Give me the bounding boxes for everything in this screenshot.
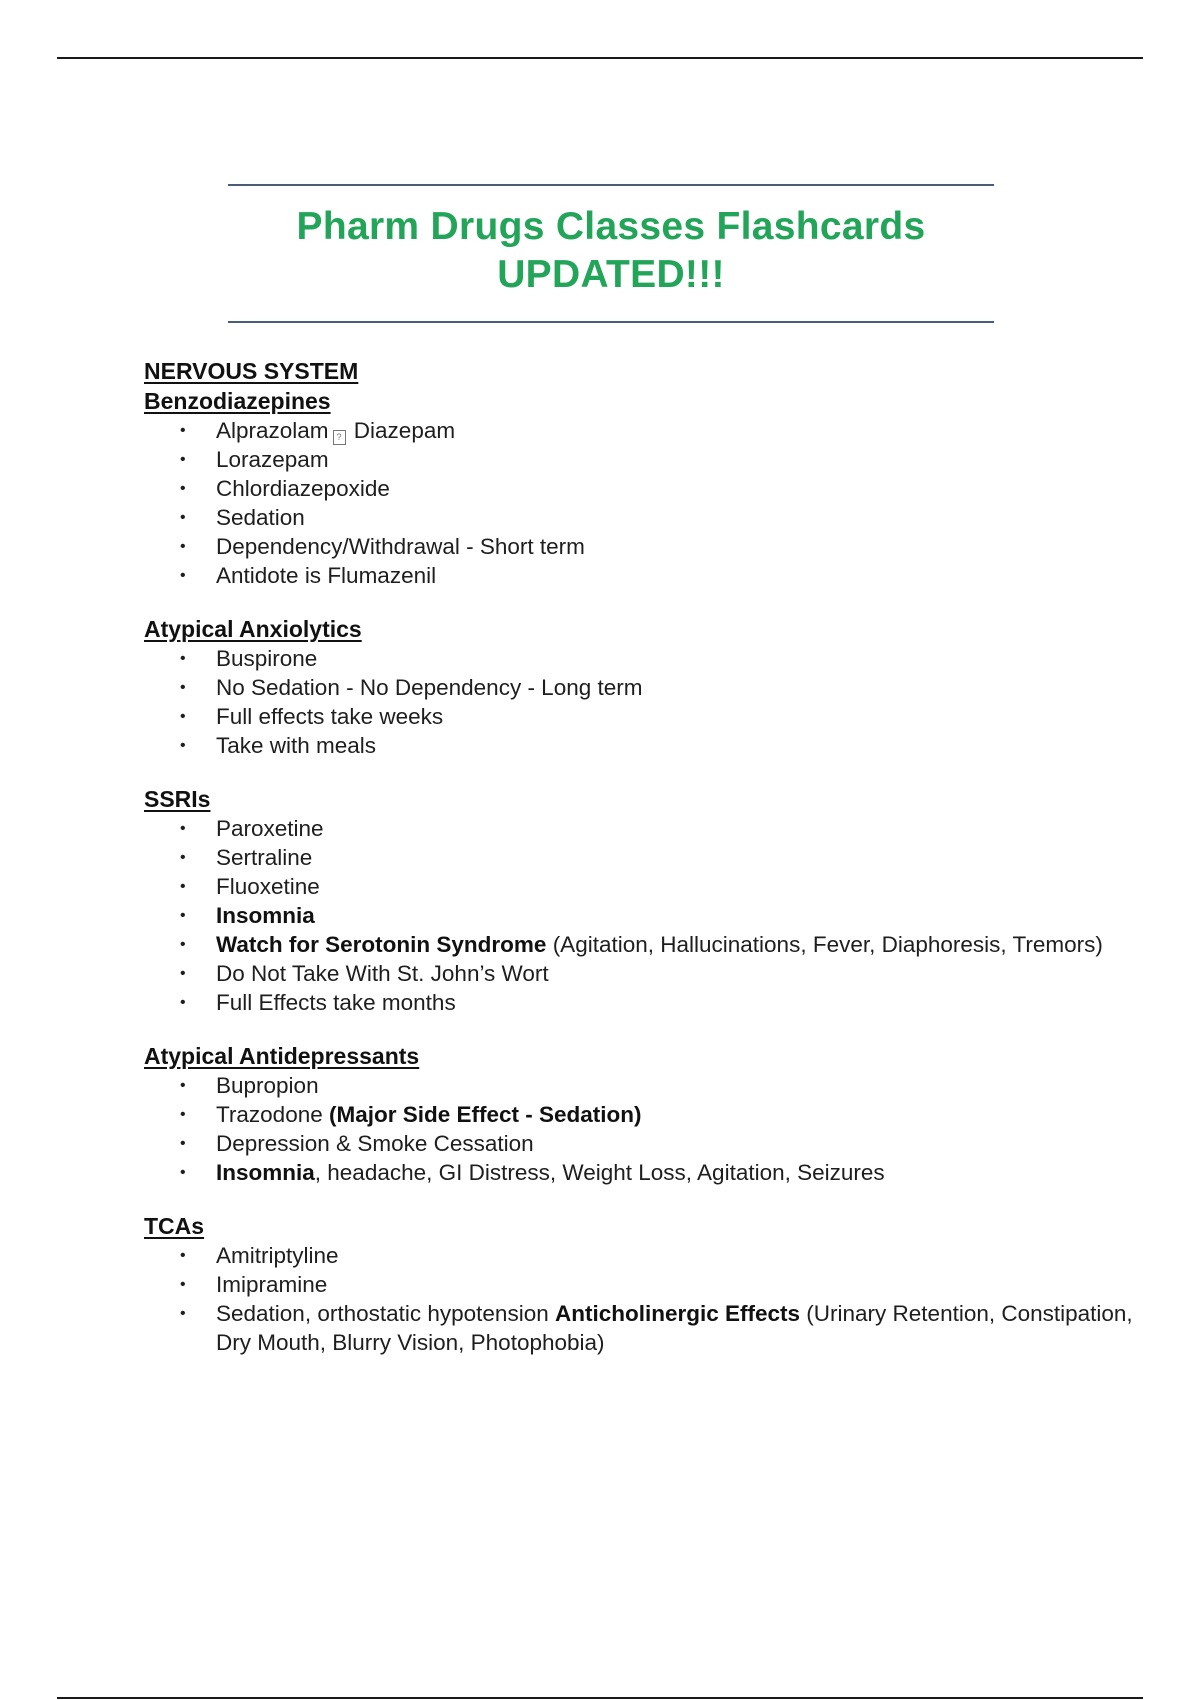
list-item: • Trazodone (Major Side Effect - Sedation): [144, 1100, 1144, 1129]
list-item: • Insomnia, headache, GI Distress, Weight Loss, Agitation, Seizures: [144, 1158, 1144, 1187]
list-item: • Fluoxetine: [144, 872, 1144, 901]
missing-glyph-icon: ?: [333, 430, 346, 445]
title-line-2: UPDATED!!!: [497, 253, 725, 296]
title-bottom-rule: [228, 321, 994, 323]
page-top-rule: [57, 57, 1143, 59]
list-item: • Dependency/Withdrawal - Short term: [144, 532, 1144, 561]
section-heading: SSRIs: [144, 786, 211, 812]
section-heading: Benzodiazepines: [144, 388, 331, 414]
list-item: • Do Not Take With St. John’s Wort: [144, 959, 1144, 988]
page-bottom-rule: [57, 1697, 1143, 1699]
bullet-list: [144, 416, 1144, 590]
list-item: • Buspirone: [144, 644, 1144, 673]
page-title: [228, 203, 994, 299]
section-ssris: [144, 784, 1144, 1017]
list-item: • Bupropion: [144, 1071, 1144, 1100]
list-item: • Amitriptyline: [144, 1241, 1144, 1270]
list-item: • Antidote is Flumazenil: [144, 561, 1144, 590]
bullet-list: [144, 1071, 1144, 1187]
title-line-1: Pharm Drugs Classes Flashcards: [296, 205, 926, 248]
list-item: • Imipramine: [144, 1270, 1144, 1299]
list-item: • No Sedation - No Dependency - Long term: [144, 673, 1144, 702]
list-item: • Sertraline: [144, 843, 1144, 872]
list-item: • Chlordiazepoxide: [144, 474, 1144, 503]
list-item: • Alprazolam ? Diazepam: [144, 416, 1144, 445]
list-item: • Paroxetine: [144, 814, 1144, 843]
bullet-list: [144, 644, 1144, 760]
list-item: • Full Effects take months: [144, 988, 1144, 1017]
list-item: • Sedation: [144, 503, 1144, 532]
section-heading: TCAs: [144, 1213, 205, 1239]
list-item: • Full effects take weeks: [144, 702, 1144, 731]
section-heading: Atypical Antidepressants: [144, 1043, 420, 1069]
list-item: • Sedation, orthostatic hypotension Anticholinergic Effects (Urinary Retention, Constipation, Dry Mouth, Blurry Vision, Photophobia): [144, 1299, 1144, 1357]
section-heading: Atypical Anxiolytics: [144, 616, 362, 642]
bullet-list: [144, 1241, 1144, 1357]
title-top-rule: [228, 184, 994, 186]
list-item: • Watch for Serotonin Syndrome (Agitation, Hallucinations, Fever, Diaphoresis, Tremors): [144, 930, 1144, 959]
document-body: [144, 356, 1144, 1381]
section-atypical-antidepressants: [144, 1041, 1144, 1187]
list-item: • Insomnia: [144, 901, 1144, 930]
bullet-list: [144, 814, 1144, 1017]
list-item: • Depression & Smoke Cessation: [144, 1129, 1144, 1158]
system-heading: NERVOUS SYSTEM: [144, 358, 359, 384]
section-tcas: [144, 1211, 1144, 1357]
section-benzodiazepines: [144, 386, 1144, 590]
list-item: • Take with meals: [144, 731, 1144, 760]
section-atypical-anxiolytics: [144, 614, 1144, 760]
list-item: • Lorazepam: [144, 445, 1144, 474]
